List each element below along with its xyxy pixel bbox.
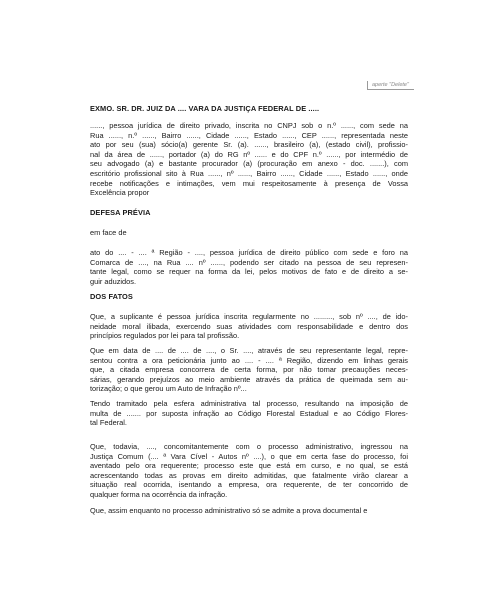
- fatos-paragraph-3: [90, 399, 408, 428]
- fatos-paragraph-2: [90, 346, 408, 394]
- intro-line: ato por seu (sua) sócio(a) gerente Sr. (a). ......, brasileiro (a), (estado civil), profissio-: [90, 140, 408, 150]
- fatos-paragraph-4: [90, 442, 408, 500]
- fatos-line: neidade moral ilibada, exercendo suas atividades com responsabilidade e dentro dos: [90, 321, 408, 331]
- intro-line: ......, pessoa jurídica de direito privado, inscrita no CNPJ sob o n.º ......, com sede na: [90, 121, 408, 130]
- document-title: EXMO. SR. DR. JUIZ DA .... VARA DA JUSTIÇA FEDERAL DE .....: [90, 104, 320, 113]
- fatos-line: multa de ....... por suposta infração ao Código Florestal Estadual e ao Código Flores-: [90, 408, 408, 418]
- fatos-line: qualquer forma na ocorrência da infração.: [90, 489, 228, 499]
- fatos-line: princípios regulados por lei para tal profissão.: [90, 331, 240, 341]
- intro-paragraph: [90, 121, 408, 198]
- ato-line: guir aduzidos.: [90, 276, 137, 286]
- em-face-text: [90, 228, 408, 238]
- fatos-line: Que, assim enquanto no processo administrativo só se admite a prova documental e: [90, 506, 368, 515]
- ato-paragraph: [90, 248, 408, 286]
- intro-line: Excelência propor: [90, 188, 150, 198]
- fatos-line: tal Federal.: [90, 418, 127, 428]
- fatos-line: sentou contra a ora peticionária junto ao .... - .... ª Região, dizendo em linhas gerais: [90, 355, 408, 365]
- fatos-line: Que em data de .... de .... de ...., o Sr. ...., através de seu representante legal, repre-: [90, 346, 408, 355]
- dos-fatos-heading: DOS FATOS: [90, 292, 133, 301]
- ato-line: tante legal, como se requer na forma da lei, pelos motivos de fato e de direito a se-: [90, 267, 408, 277]
- fatos-line: aventado pelo ora requerente; processo este que está em curso, e no qual, se está: [90, 461, 408, 471]
- defesa-previa-heading: DEFESA PRÉVIA: [90, 208, 151, 217]
- fatos-line: Que, a suplicante é pessoa jurídica inscrita regularmente no ........., sob nº ...., de ido-: [90, 312, 408, 321]
- ato-line: ato do .... - .... ª Região - ...., pessoa jurídica de direito público com sede e foro na: [90, 248, 408, 257]
- fatos-line: Que, todavia, ...., concomitantemente com o processo administrativo, ingressou na: [90, 442, 408, 451]
- em-face-line: em face de: [90, 228, 127, 237]
- fatos-paragraph-1: [90, 312, 408, 341]
- fatos-line: que, a citada empresa concorrera de certa forma, por não tomar precauções neces-: [90, 365, 408, 375]
- ato-line: Comarca de ...., na Rua .... nº ......, podendo ser citado na pessoa de seu represen-: [90, 257, 408, 267]
- fatos-line: torização; o que gerou um Auto de Infração nº...: [90, 384, 247, 394]
- intro-line: seu advogado (a) e bastante procurador (a) (procuração em anexo - doc. .......), com: [90, 159, 408, 169]
- intro-line: recebe notificações e intimações, vem mui respeitosamente à presença de Vossa: [90, 178, 408, 188]
- fatos-line: sárias, gerando prejuízos ao meio ambiente através da prática de queimada sem au-: [90, 374, 408, 384]
- intro-line: Rua ......, n.º ......, Bairro ......, Cidade ......, Estado ......, CEP ......, representada neste: [90, 130, 408, 140]
- intro-line: nal da área de ......, portador (a) do RG nº ...... e do CPF n.º ......, por intermédio de: [90, 149, 408, 159]
- delete-hint-stamp: aperte "Delete": [367, 81, 414, 90]
- fatos-line: Justiça Comum (.... ª Vara Cível - Autos nº ....), o que em certa fase do processo, foi: [90, 451, 408, 461]
- fatos-line: acrescentando todas as provas em direito admitidas, que fatalmente virão clarear a: [90, 470, 408, 480]
- intro-line: escritório profissional sito à Rua ......, nº ......, Bairro ......, Cidade ......, Estado ......, onde: [90, 168, 408, 178]
- fatos-line: situação real ocorrida, isentando a empresa, ora requerente, de ter concorrido de: [90, 480, 408, 490]
- fatos-line: Tendo tramitado pela esfera administrativa tal processo, resultando na imposição de: [90, 399, 408, 408]
- fatos-paragraph-5: [90, 506, 408, 516]
